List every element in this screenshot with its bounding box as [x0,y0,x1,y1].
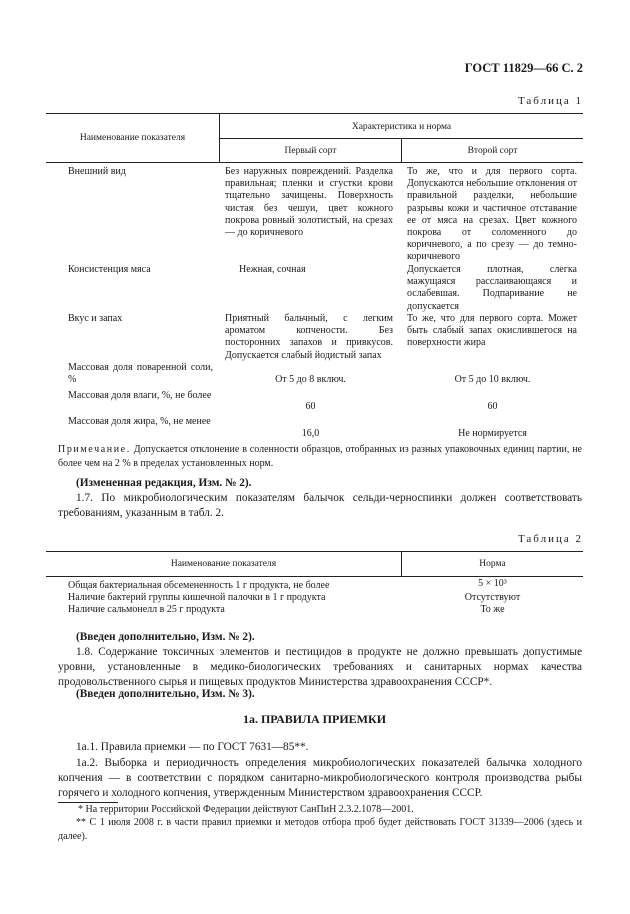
table1-row-name: Массовая доля влаги, %, не более [68,390,212,401]
table1-note-label: Примечание. [58,444,131,455]
table1-row-first: 60 [305,401,316,412]
table1-head-rule [46,162,583,163]
table1-col-name: Наименование показателя [79,133,186,143]
table1-row-name: Внешний вид [68,166,126,177]
table1-col-group: Характеристика и норма [351,122,452,132]
table1-subhead-rule [219,138,583,139]
table1-row-second: То же, что и для первого сорта. Допускаются небольшие отклонения от правильной разделки, небольшие разрывы кожи и частичное отставание ее от мяса на срезах. Цвет кожного покрова от соломенного до коричневого, а по срезу — до темно-коричневого [407,166,577,263]
table1-col-second: Второй сорт [467,146,518,156]
table2-row-norm: Отсутствуют [464,592,521,603]
footnote-1: * На территории Российской Федерации действуют СанПиН 2.3.2.1078—2001. [78,804,414,815]
table2-caption: Таблица 2 [517,533,583,545]
table1-row-name: Вкус и запах [68,313,123,324]
edit-note: (Измененная редакция, Изм. № 2). [76,477,252,489]
table1-row-first: 16,0 [301,428,320,439]
table1-row-name: Консистенция мяса [68,264,151,275]
table2-row-name: Общая бактериальная обсемененность 1 г продукта, не более [68,580,330,591]
page-header: ГОСТ 11829—66 С. 2 [464,61,583,75]
table1-row-second: 60 [487,401,498,412]
table1-row-second: Допускается плотная, слегка мажущаяся расслаивающаяся и ослабевшая. Подпаривание не допускается [407,264,577,312]
table1-row-first: Приятный бальчный, с легким ароматом копчености. Без посторонних запахов и привкусов. Допускается слабый йодистый запах [225,313,393,361]
table1-col-first: Первый сорт [284,146,337,156]
paragraph-1-7: 1.7. По микробиологическим показателям балычок сельди-черноспинки должен соответствовать требованиям, указанным в табл. 2. [58,492,582,520]
table2-row-norm: То же [480,604,505,615]
paragraph-1a-1: 1а.1. Правила приемки — по ГОСТ 7631—85**. [76,741,309,753]
table1-row-name: Массовая доля жира, %, не менее [68,416,211,427]
table1-caption: Таблица 1 [517,95,583,107]
paragraph-1a-2: 1а.2. Выборка и периодичность определения микробиологических показателей балычка холодного копчения — в соответствии с порядком санитарно-микробиологического контроля производства рыбы горячего и холодного копчения, утвержденным Министерством здравоохранения СССР. [58,757,582,800]
table2-col-norm: Норма [479,559,506,569]
footnote-2: ** С 1 июля 2008 г. в части правил приемки и методов отбора проб будет действовать ГОСТ 31339—2006 (здесь и далее). [58,817,582,842]
table1-row-name: Массовая доля поваренной соли, % [68,362,213,386]
table1-row-second: То же, что для первого сорта. Может быть слабый запах окислившегося на поверхности жира [407,313,577,349]
table2-row-norm: 5 × 10³ [478,578,507,589]
table2-col-name: Наименование показателя [170,559,277,569]
table1-top-rule [46,113,583,114]
table1-row-first: От 5 до 8 включ. [275,374,346,385]
table1-note [58,443,582,471]
table2-row-name: Наличие бактерий группы кишечной палочки в 1 г продукта [68,592,326,603]
table1-row-first: Без наружных повреждений. Разделка правильная; пленки и сгустки крови тщательно зачищены. Поверхность чистая без чешуи, цвет кожного покрова ровный золотистый, на срезах — до коричневого [225,166,393,239]
section-title: 1а. ПРАВИЛА ПРИЕМКИ [242,712,387,726]
footnote-rule [58,802,118,803]
table2-top-rule [46,551,583,552]
table2-row-name: Наличие сальмонелл в 25 г продукта [68,604,225,615]
table1-row-second: От 5 до 10 включ. [454,374,531,385]
table1-row-first: Нежная, сочная [239,264,306,275]
table1-note-text: Допускается отклонение в соленности образцов, отобранных из разных упаковочных единиц партии, не более чем на 2 % в пределах установленных норм. [58,444,582,469]
table1-row-second: Не нормируется [458,428,527,439]
paragraph-1-8: 1.8. Содержание токсичных элементов и пестицидов в продукте не должно превышать допустимые уровни, установленные в медико-биологических требованиях и санитарных нормах качества продовольственного сырья и пищевых продуктов Министерства здравоохранения СССР*. [58,646,582,689]
added-note-2: (Введен дополнительно, Изм. № 3). [76,688,255,700]
added-note-1: (Введен дополнительно, Изм. № 2). [76,631,255,643]
